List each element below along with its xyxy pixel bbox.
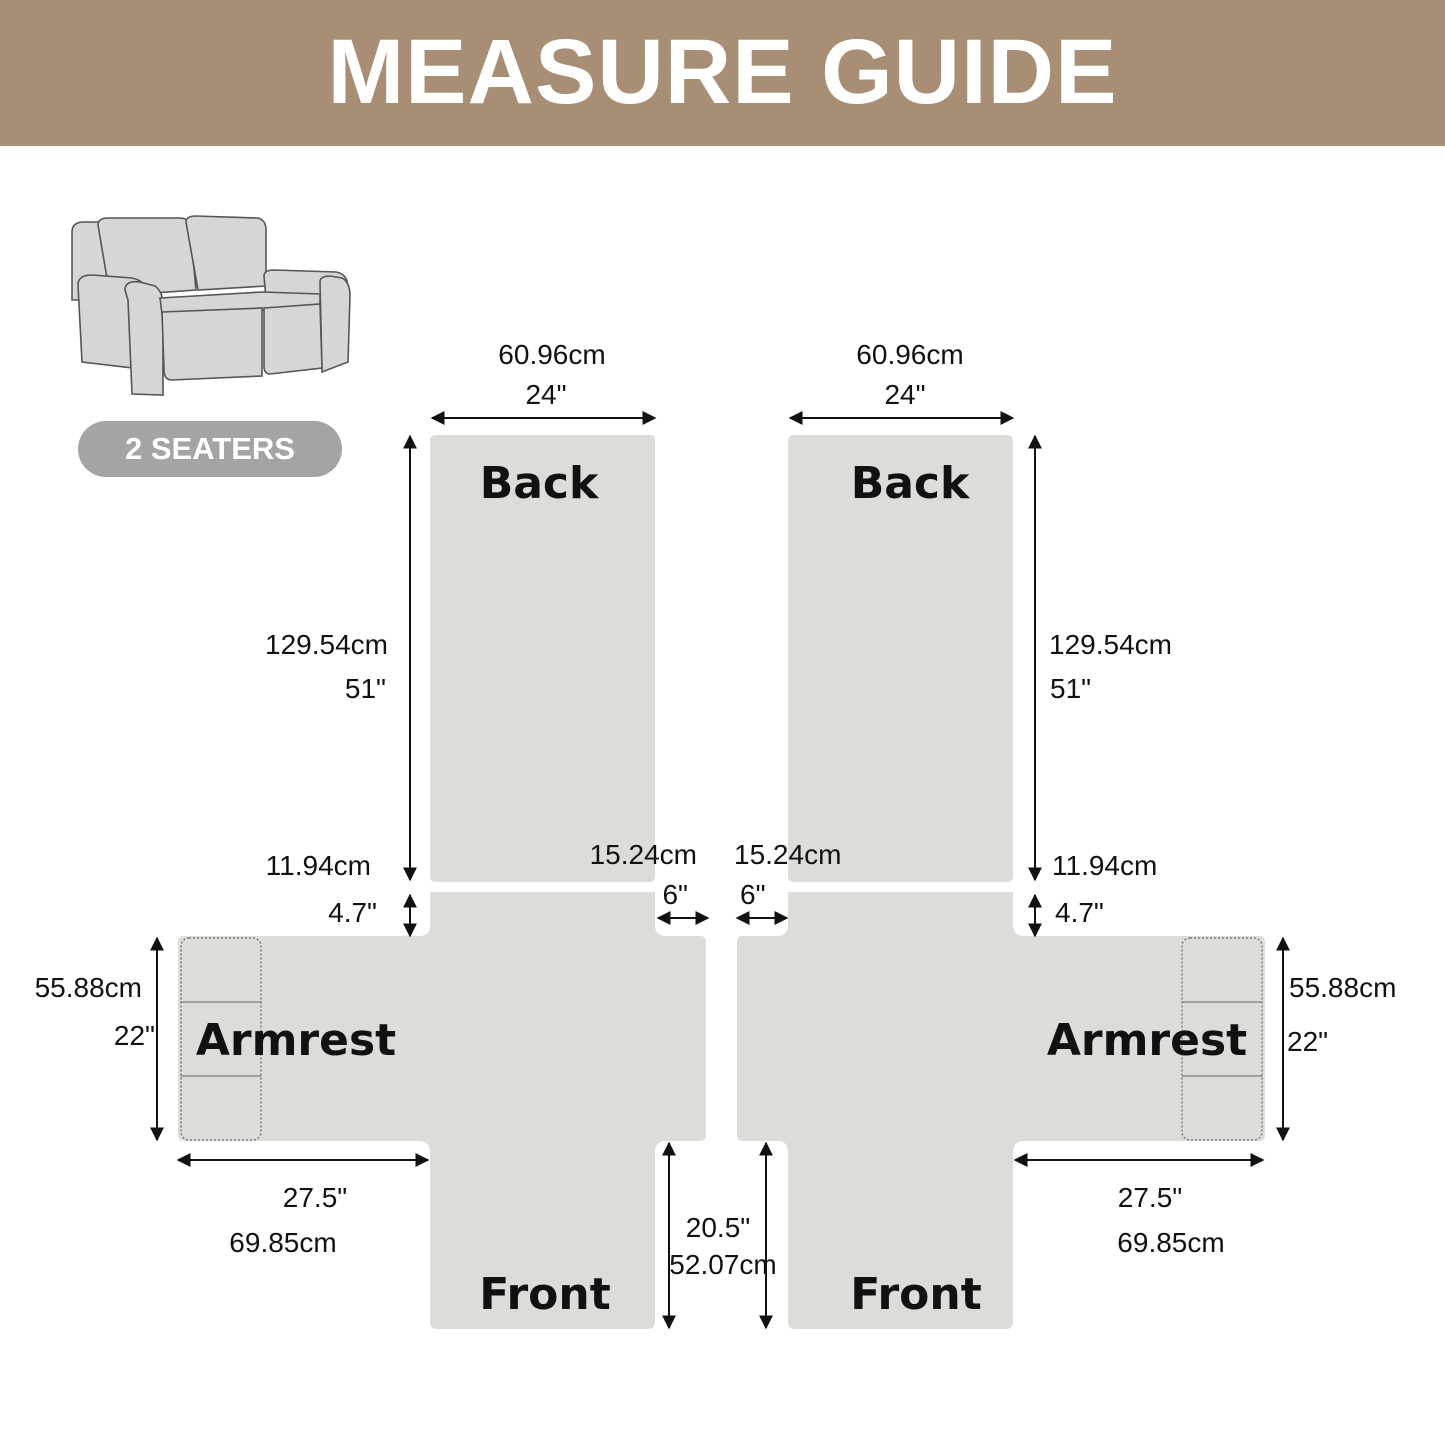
right-front-label: Front <box>850 1269 982 1320</box>
right-seat-armrest-panel <box>737 892 1265 1329</box>
right-tuck-in: 4.7" <box>1055 897 1104 928</box>
left-arm-height-cm: 55.88cm <box>34 972 142 1003</box>
right-back-height-in: 51" <box>1050 673 1092 704</box>
right-arm-height-in: 22" <box>1287 1026 1329 1057</box>
left-cover <box>35 339 777 1329</box>
left-armrest-label: Armrest <box>195 1015 397 1066</box>
left-gap-in: 6" <box>662 879 688 910</box>
left-front-height-cm: 52.07cm <box>669 1249 777 1280</box>
left-back-width-cm: 60.96cm <box>498 339 606 370</box>
left-arm-width-in: 27.5" <box>282 1182 348 1213</box>
right-armrest-label: Armrest <box>1046 1015 1248 1066</box>
right-back-label: Back <box>850 458 970 509</box>
left-arm-width-cm: 69.85cm <box>229 1227 337 1258</box>
left-back-height-cm: 129.54cm <box>265 629 388 660</box>
left-tuck-in: 4.7" <box>328 897 377 928</box>
right-back-height-cm: 129.54cm <box>1049 629 1172 660</box>
left-front-height-in: 20.5" <box>685 1212 751 1243</box>
loveseat-recliner-icon <box>72 216 350 395</box>
right-arm-width-cm: 69.85cm <box>1117 1227 1225 1258</box>
left-arm-height-in: 22" <box>113 1020 155 1051</box>
right-arm-height-cm: 55.88cm <box>1289 972 1397 1003</box>
right-arm-width-in: 27.5" <box>1117 1182 1183 1213</box>
left-back-label: Back <box>479 458 599 509</box>
left-gap-cm: 15.24cm <box>589 839 697 870</box>
left-back-height-in: 51" <box>344 673 386 704</box>
page-title: MEASURE GUIDE <box>327 21 1118 123</box>
right-gap-in: 6" <box>740 879 766 910</box>
right-gap-cm: 15.24cm <box>734 839 842 870</box>
left-seat-armrest-panel <box>178 892 706 1329</box>
right-cover <box>734 339 1396 1329</box>
right-back-width-in: 24" <box>884 379 926 410</box>
seater-count-badge: 2 SEATERS <box>78 421 342 477</box>
right-back-width-cm: 60.96cm <box>856 339 964 370</box>
left-front-label: Front <box>479 1269 611 1320</box>
left-tuck-cm: 11.94cm <box>265 850 371 881</box>
left-back-width-in: 24" <box>525 379 567 410</box>
right-tuck-cm: 11.94cm <box>1052 850 1158 881</box>
